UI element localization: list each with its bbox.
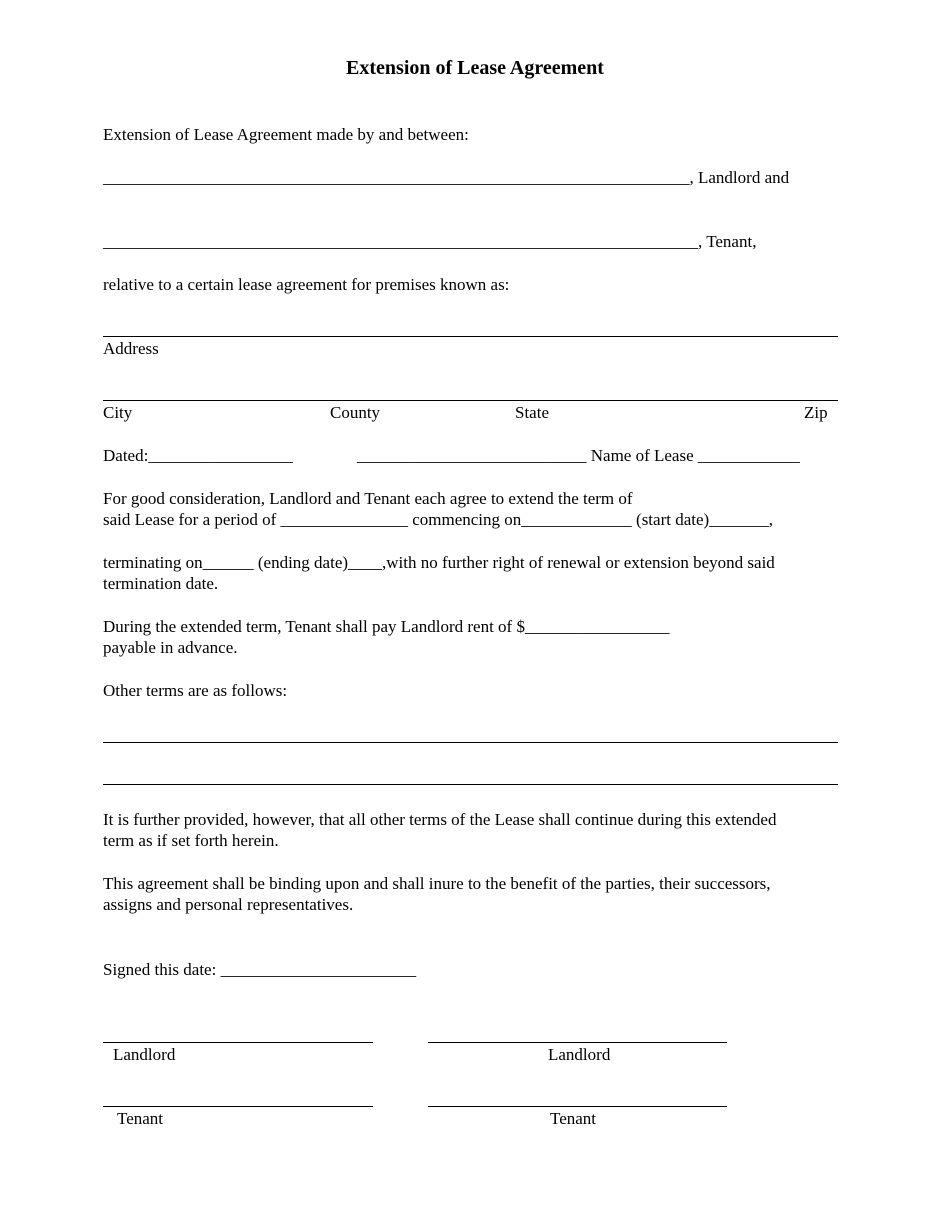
county-label: County (330, 403, 381, 422)
dated-field[interactable]: Dated:_________________ (103, 446, 293, 465)
document-title: Extension of Lease Agreement (346, 57, 604, 79)
intro-text: Extension of Lease Agreement made by and between: (103, 125, 469, 144)
landlord-signature-label-left: Landlord (113, 1045, 176, 1064)
tenant-signature-label-left: Tenant (117, 1109, 164, 1128)
signed-date-field[interactable]: Signed this date: _______________________ (103, 960, 417, 979)
terminating-text-line-2: termination date. (103, 574, 219, 593)
name-of-lease-field[interactable]: ___________________________ Name of Lease ____________ (357, 446, 800, 465)
binding-text-line-1: This agreement shall be binding upon and shall inure to the benefit of the parties, their successors, (103, 874, 771, 893)
premises-intro-text: relative to a certain lease agreement for premises known as: (103, 275, 510, 294)
landlord-signature-line-right[interactable] (428, 1042, 727, 1043)
city-label: City (103, 403, 133, 422)
address-field-line[interactable] (103, 336, 838, 337)
zip-label: Zip (804, 403, 828, 422)
other-terms-field-line-1[interactable] (103, 742, 838, 743)
consideration-text-line-2[interactable]: said Lease for a period of _______________ commencing on_____________ (start date)_______, (103, 510, 773, 529)
further-provided-line-1: It is further provided, however, that all other terms of the Lease shall continue during this extended (103, 810, 777, 829)
state-label: State (515, 403, 549, 422)
consideration-text-line-1: For good consideration, Landlord and Tenant each agree to extend the term of (103, 489, 633, 508)
landlord-signature-label-right: Landlord (548, 1045, 611, 1064)
terminating-text-line-1[interactable]: terminating on______ (ending date)____,with no further right of renewal or extension beyond said (103, 553, 775, 572)
address-label: Address (103, 339, 159, 358)
city-county-state-zip-field-line[interactable] (103, 400, 838, 401)
other-terms-text: Other terms are as follows: (103, 681, 288, 700)
further-provided-line-2: term as if set forth herein. (103, 831, 279, 850)
rent-text-line-1[interactable]: During the extended term, Tenant shall pay Landlord rent of $_________________ (103, 617, 670, 636)
landlord-signature-line-left[interactable] (103, 1042, 373, 1043)
tenant-signature-line-left[interactable] (103, 1106, 373, 1107)
tenant-signature-label-right: Tenant (550, 1109, 597, 1128)
tenant-signature-line-right[interactable] (428, 1106, 727, 1107)
tenant-name-field[interactable]: ______________________________________________________________________, Tenant, (103, 232, 757, 251)
other-terms-field-line-2[interactable] (103, 784, 838, 785)
landlord-name-field[interactable]: _____________________________________________________________________, Landlord and (103, 168, 790, 187)
rent-text-line-2: payable in advance. (103, 638, 238, 657)
binding-text-line-2: assigns and personal representatives. (103, 895, 354, 914)
